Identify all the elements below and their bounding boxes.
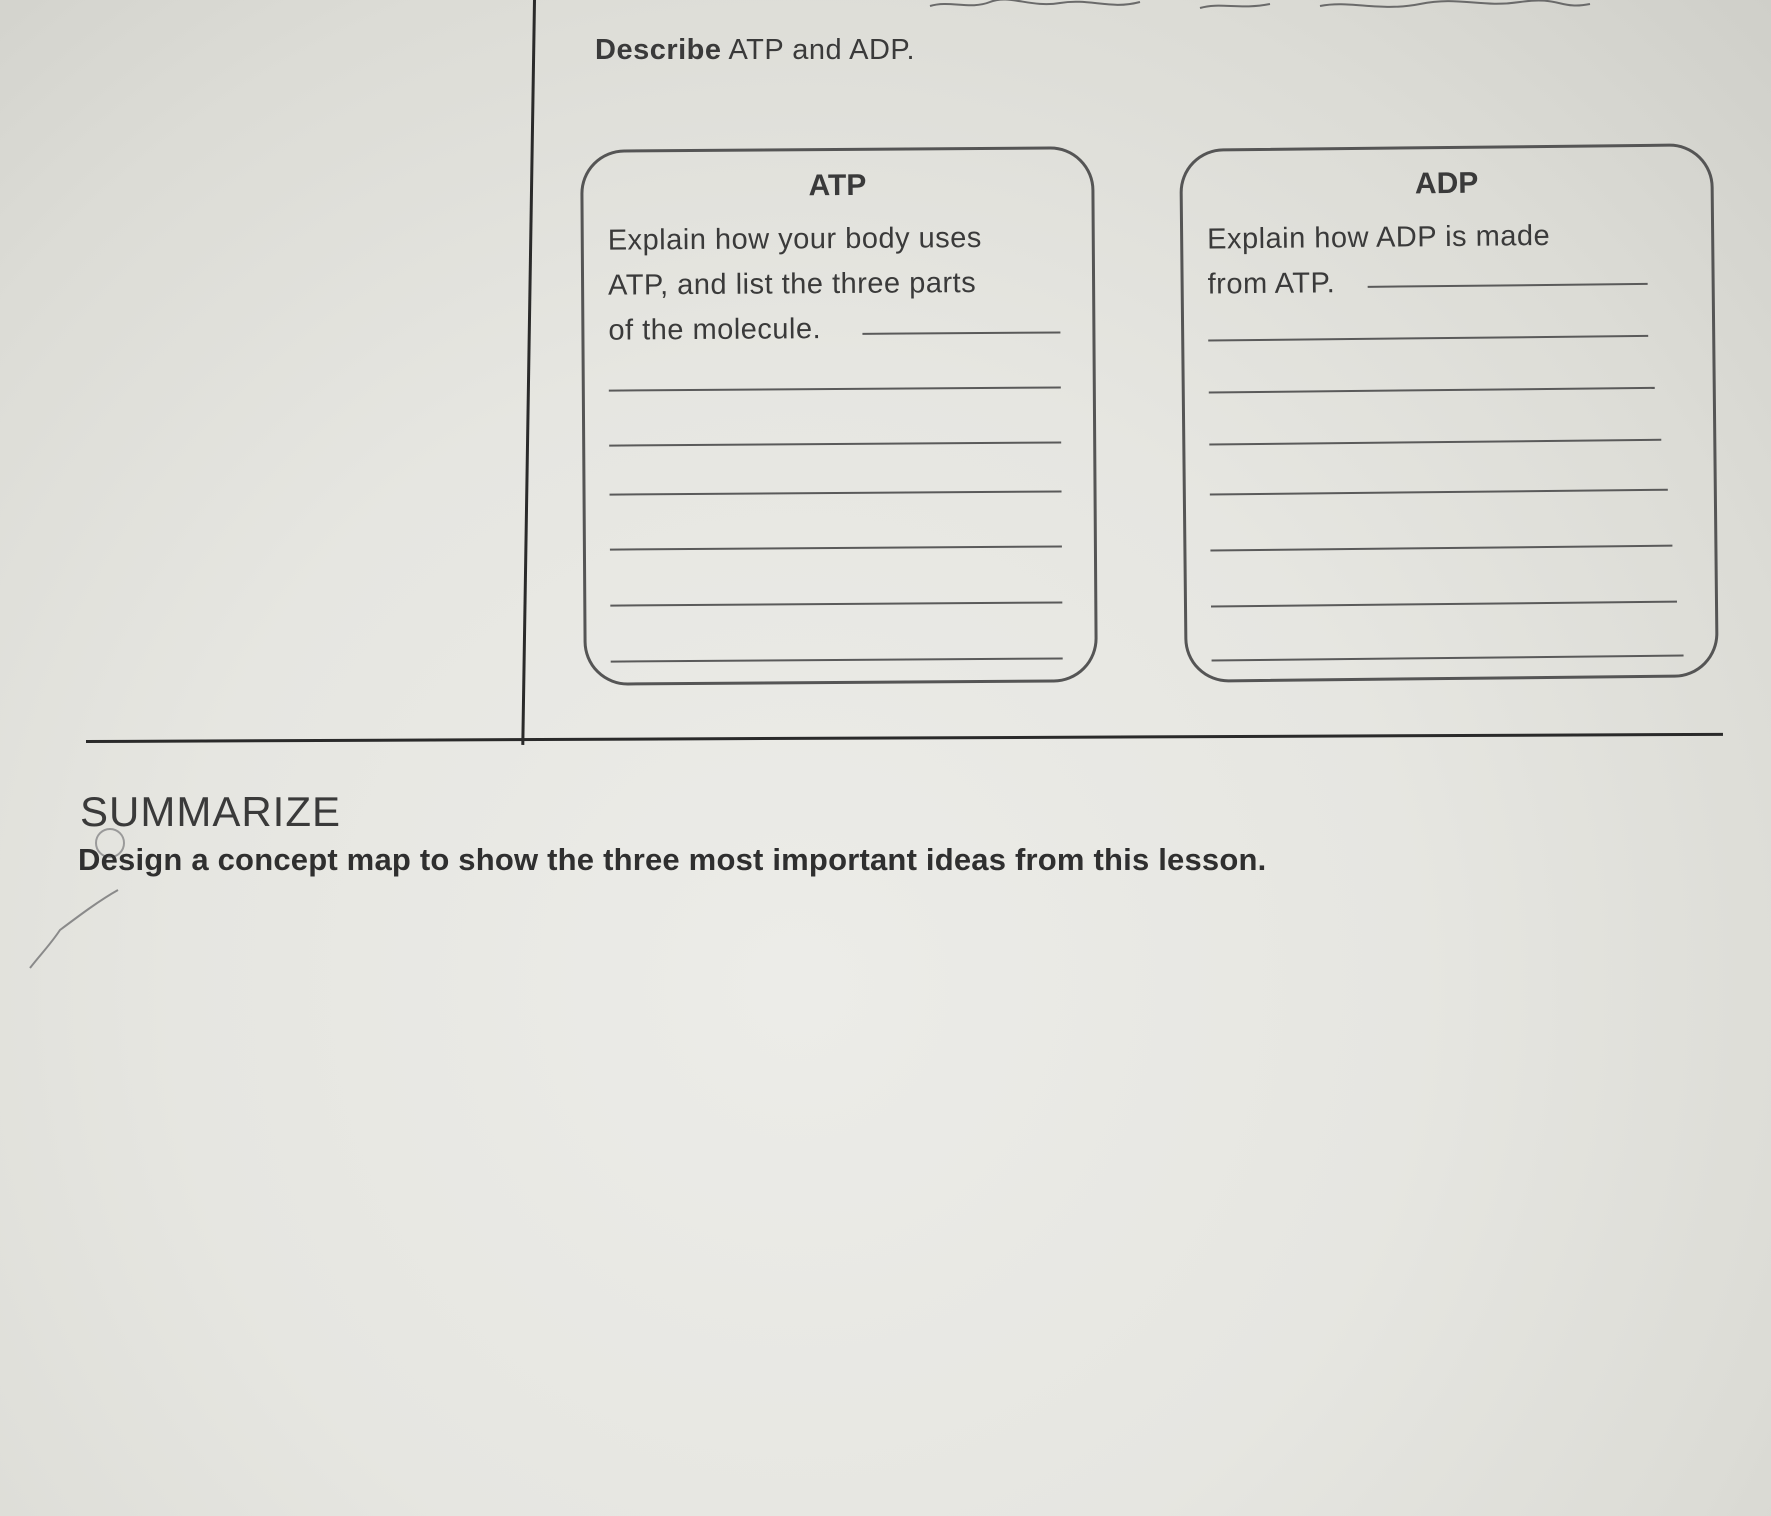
adp-answer-line[interactable] [1210, 489, 1668, 496]
describe-rest: ATP and ADP. [721, 34, 916, 66]
atp-answer-line[interactable] [609, 441, 1061, 446]
atp-answer-line[interactable] [610, 601, 1062, 606]
adp-box [1179, 143, 1719, 683]
adp-answer-line[interactable] [1208, 335, 1648, 342]
adp-answer-line[interactable] [1211, 601, 1677, 608]
atp-answer-line[interactable] [610, 545, 1062, 550]
atp-prompt-line: Explain how your body uses [607, 221, 982, 257]
atp-answer-line[interactable] [610, 490, 1062, 495]
adp-answer-line[interactable] [1212, 655, 1684, 662]
atp-box [580, 146, 1098, 686]
summarize-instruction: Design a concept map to show the three most important ideas from this lesson. [78, 842, 1267, 877]
adp-answer-line[interactable] [1210, 545, 1672, 552]
atp-answer-line[interactable] [609, 386, 1061, 391]
adp-box-title: ADP [1414, 166, 1479, 201]
atp-box-title: ATP [808, 168, 867, 203]
atp-prompt-line: ATP, and list the three parts [607, 267, 977, 302]
adp-prompt-line: Explain how ADP is made [1207, 219, 1551, 256]
atp-prompt-line: of the molecule. [608, 313, 822, 347]
adp-answer-line[interactable] [1209, 439, 1661, 446]
adp-prompt [1207, 214, 1551, 308]
summarize-heading: SUMMARIZE [80, 788, 341, 835]
adp-prompt-line: from ATP. [1207, 267, 1336, 301]
atp-answer-line[interactable] [611, 657, 1063, 662]
describe-heading [595, 34, 915, 67]
adp-answer-line[interactable] [1209, 387, 1655, 394]
describe-prefix: Describe [595, 34, 722, 66]
